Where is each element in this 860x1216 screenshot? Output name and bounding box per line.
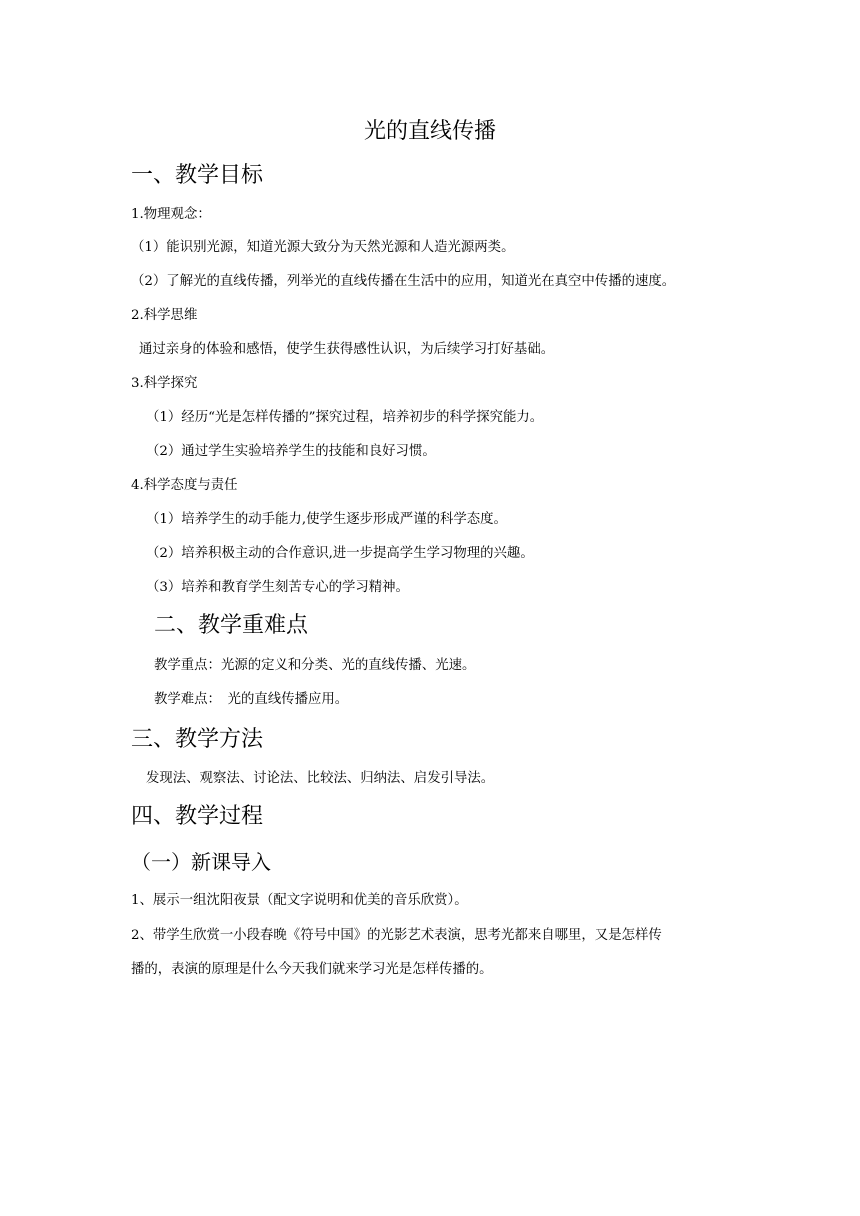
objective-scientific-thinking: 2.科学思维 bbox=[131, 308, 198, 323]
objective-attitude-responsibility-2: （2）培养积极主动的合作意识,进一步提高学生学习物理的兴趣。 bbox=[146, 546, 534, 561]
objective-scientific-thinking-text: 通过亲身的体验和感悟，使学生获得感性认识，为后续学习打好基础。 bbox=[139, 342, 555, 357]
difficult-point-text: 教学难点： 光的直线传播应用。 bbox=[154, 692, 349, 707]
objective-physics-concept-2: （2）了解光的直线传播，列举光的直线传播在生活中的应用，知道光在真空中传播的速度。 bbox=[131, 274, 676, 289]
objective-physics-concept-1: （1）能识别光源，知道光源大致分为天然光源和人造光源两类。 bbox=[131, 240, 515, 255]
section-heading-methods: 三、教学方法 bbox=[131, 727, 264, 752]
objective-scientific-inquiry-2: （2）通过学生实验培养学生的技能和良好习惯。 bbox=[146, 444, 436, 459]
process-step-2-line-2: 播的，表演的原理是什么今天我们就来学习光是怎样传播的。 bbox=[131, 962, 493, 977]
methods-text: 发现法、观察法、讨论法、比较法、归纳法、启发引导法。 bbox=[146, 771, 495, 786]
subsection-heading-introduction: （一）新课导入 bbox=[131, 850, 271, 874]
objective-scientific-inquiry: 3.科学探究 bbox=[131, 376, 198, 391]
process-step-1: 1、展示一组沈阳夜景（配文字说明和优美的音乐欣赏）。 bbox=[131, 893, 468, 908]
key-point-text: 教学重点：光源的定义和分类、光的直线传播、光速。 bbox=[154, 658, 476, 673]
section-heading-key-points: 二、教学重难点 bbox=[154, 613, 309, 638]
objective-attitude-responsibility-1: （1）培养学生的动手能力,使学生逐步形成严谨的科学态度。 bbox=[146, 512, 507, 527]
objective-physics-concept: 1.物理观念： bbox=[131, 207, 211, 222]
section-heading-objectives: 一、教学目标 bbox=[131, 163, 264, 188]
objective-scientific-inquiry-1: （1）经历“光是怎样传播的”探究过程，培养初步的科学探究能力。 bbox=[146, 410, 544, 425]
objective-attitude-responsibility: 4.科学态度与责任 bbox=[131, 478, 238, 493]
section-heading-process: 四、教学过程 bbox=[131, 804, 264, 829]
objective-attitude-responsibility-3: （3）培养和教育学生刻苦专心的学习精神。 bbox=[146, 580, 409, 595]
page-title: 光的直线传播 bbox=[363, 119, 496, 144]
process-step-2-line-1: 2、带学生欣赏一小段春晚《符号中国》的光影艺术表演，思考光都来自哪里，又是怎样传 bbox=[131, 928, 662, 943]
